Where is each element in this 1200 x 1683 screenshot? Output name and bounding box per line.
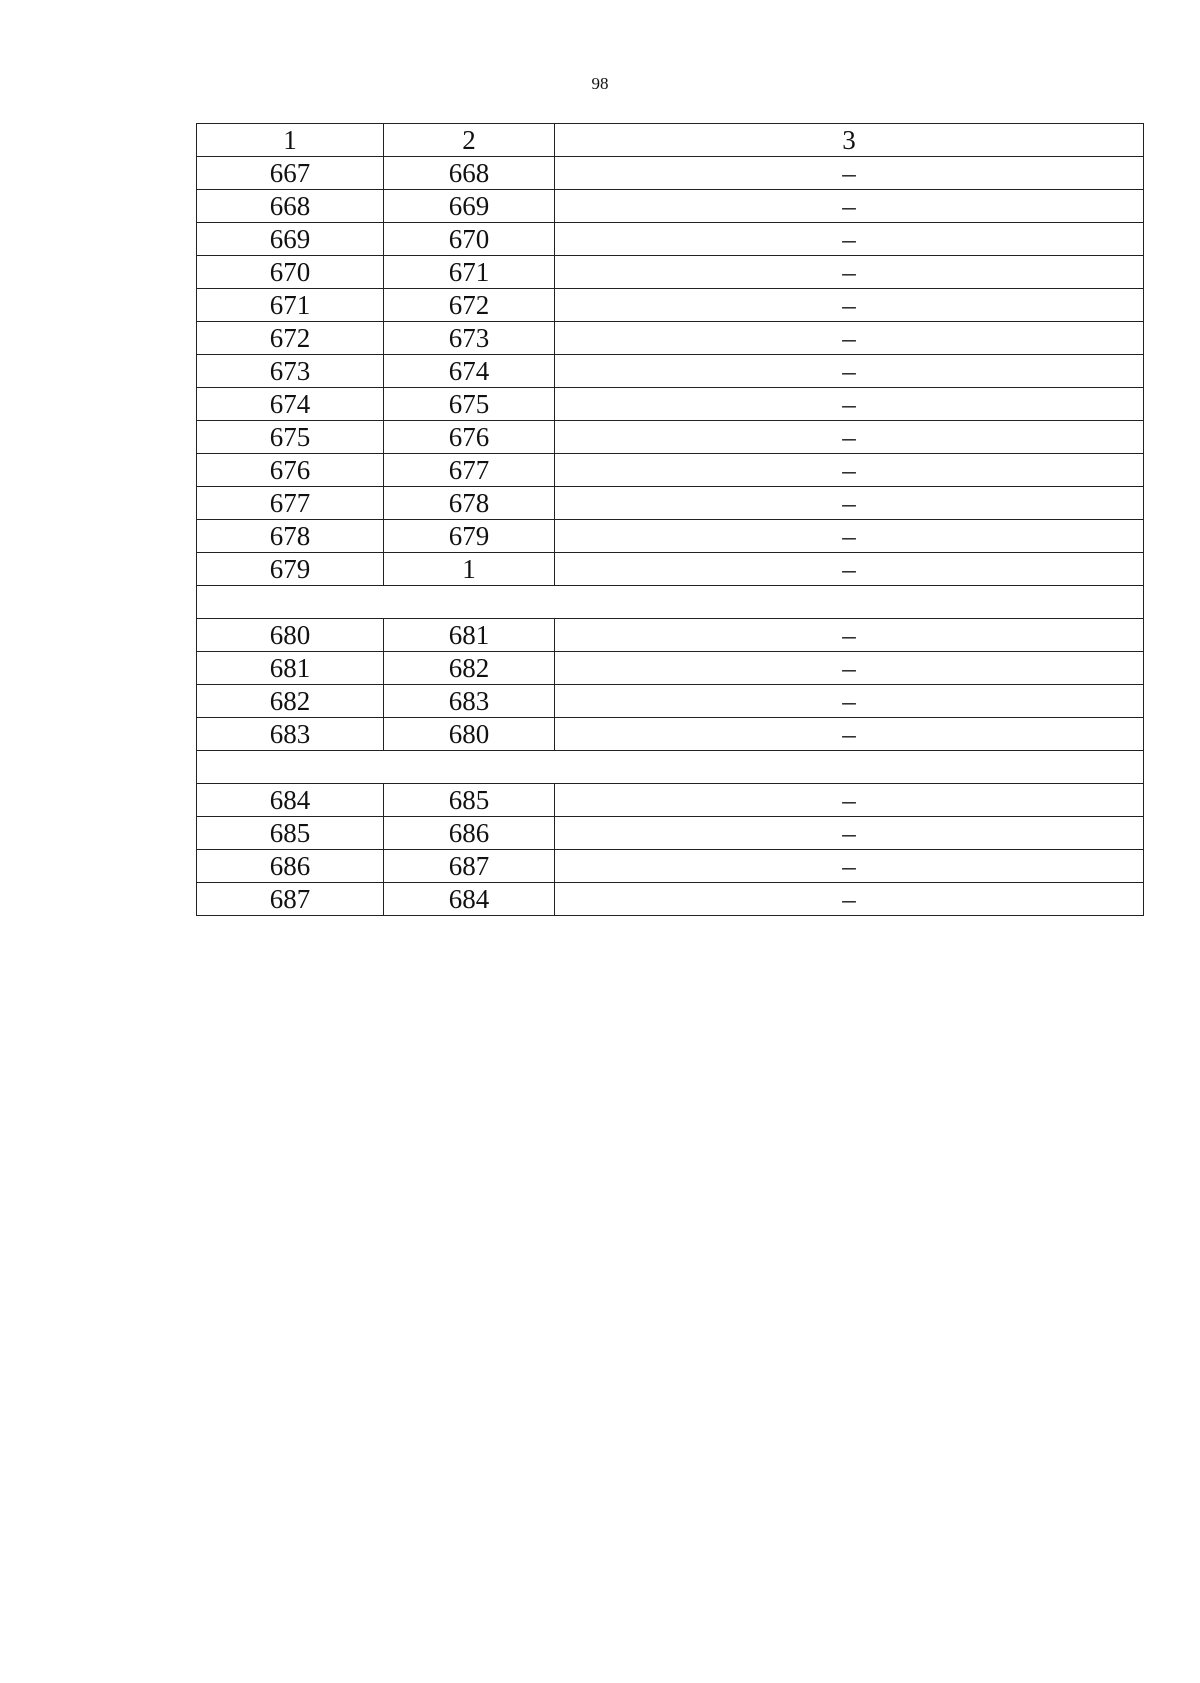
table-row bbox=[197, 388, 1144, 421]
table-cell-col-1: 681 bbox=[197, 652, 384, 685]
table-cell-col-3: – bbox=[555, 388, 1144, 421]
table-cell-col-2: 684 bbox=[384, 883, 555, 916]
table-cell-col-2: 674 bbox=[384, 355, 555, 388]
table-cell-col-3: – bbox=[555, 718, 1144, 751]
table-cell-col-3: – bbox=[555, 553, 1144, 586]
table-cell-col-2: 668 bbox=[384, 157, 555, 190]
table-cell-col-3: – bbox=[555, 883, 1144, 916]
table-cell-col-3: – bbox=[555, 520, 1144, 553]
table-row bbox=[197, 223, 1144, 256]
table-cell-col-2: 675 bbox=[384, 388, 555, 421]
table-cell-col-3: – bbox=[555, 190, 1144, 223]
table-row bbox=[197, 190, 1144, 223]
table-cell-col-1: 669 bbox=[197, 223, 384, 256]
table-row bbox=[197, 652, 1144, 685]
header-cell-col-2: 2 bbox=[384, 124, 555, 157]
data-table bbox=[196, 123, 1144, 916]
table-row bbox=[197, 520, 1144, 553]
table-cell-col-3: – bbox=[555, 850, 1144, 883]
table-cell-col-2: 685 bbox=[384, 784, 555, 817]
table-cell-col-1: 673 bbox=[197, 355, 384, 388]
table-row bbox=[197, 289, 1144, 322]
table-row bbox=[197, 454, 1144, 487]
table-cell-col-1: 687 bbox=[197, 883, 384, 916]
table-row bbox=[197, 619, 1144, 652]
table-row bbox=[197, 553, 1144, 586]
table-cell-col-1: 683 bbox=[197, 718, 384, 751]
table-row bbox=[197, 883, 1144, 916]
table-cell-col-2: 681 bbox=[384, 619, 555, 652]
table-cell-col-1: 676 bbox=[197, 454, 384, 487]
table-cell-col-3: – bbox=[555, 685, 1144, 718]
table-cell-col-3: – bbox=[555, 817, 1144, 850]
table-row bbox=[197, 256, 1144, 289]
table-cell-col-1: 679 bbox=[197, 553, 384, 586]
table-cell-col-2: 1 bbox=[384, 553, 555, 586]
table-cell-col-3: – bbox=[555, 454, 1144, 487]
table-cell-col-2: 682 bbox=[384, 652, 555, 685]
table-row bbox=[197, 487, 1144, 520]
table-cell-col-1: 670 bbox=[197, 256, 384, 289]
table-row bbox=[197, 322, 1144, 355]
table-cell-col-1: 682 bbox=[197, 685, 384, 718]
table-cell-col-1: 680 bbox=[197, 619, 384, 652]
table-cell-col-3: – bbox=[555, 355, 1144, 388]
table-cell-col-2: 678 bbox=[384, 487, 555, 520]
table-cell-col-3: – bbox=[555, 487, 1144, 520]
table-row bbox=[197, 784, 1144, 817]
table-cell-col-1: 685 bbox=[197, 817, 384, 850]
table-cell-col-1: 684 bbox=[197, 784, 384, 817]
table-cell-col-1: 668 bbox=[197, 190, 384, 223]
table-cell-col-1: 667 bbox=[197, 157, 384, 190]
table-row bbox=[197, 157, 1144, 190]
table-cell-col-3: – bbox=[555, 256, 1144, 289]
page-number: 98 bbox=[591, 74, 609, 93]
table-row bbox=[197, 850, 1144, 883]
separator-cell bbox=[197, 586, 1144, 619]
table-cell-col-2: 673 bbox=[384, 322, 555, 355]
table-cell-col-2: 677 bbox=[384, 454, 555, 487]
table-cell-col-3: – bbox=[555, 652, 1144, 685]
group-separator-row bbox=[197, 586, 1144, 619]
table-row bbox=[197, 685, 1144, 718]
table-cell-col-2: 672 bbox=[384, 289, 555, 322]
table-cell-col-3: – bbox=[555, 289, 1144, 322]
table-cell-col-1: 675 bbox=[197, 421, 384, 454]
table-cell-col-1: 672 bbox=[197, 322, 384, 355]
header-cell-col-1: 1 bbox=[197, 124, 384, 157]
separator-cell bbox=[197, 751, 1144, 784]
table-cell-col-3: – bbox=[555, 784, 1144, 817]
table-cell-col-1: 674 bbox=[197, 388, 384, 421]
table-cell-col-2: 676 bbox=[384, 421, 555, 454]
table-header-row bbox=[197, 124, 1144, 157]
table-cell-col-2: 686 bbox=[384, 817, 555, 850]
table-cell-col-3: – bbox=[555, 322, 1144, 355]
table-row bbox=[197, 355, 1144, 388]
table-cell-col-1: 678 bbox=[197, 520, 384, 553]
table-row bbox=[197, 718, 1144, 751]
table-cell-col-2: 683 bbox=[384, 685, 555, 718]
table-cell-col-2: 669 bbox=[384, 190, 555, 223]
table-cell-col-3: – bbox=[555, 619, 1144, 652]
table-body bbox=[197, 124, 1144, 916]
table-row bbox=[197, 421, 1144, 454]
table-cell-col-2: 680 bbox=[384, 718, 555, 751]
table-row bbox=[197, 817, 1144, 850]
table-cell-col-2: 671 bbox=[384, 256, 555, 289]
table-cell-col-2: 687 bbox=[384, 850, 555, 883]
table-cell-col-2: 670 bbox=[384, 223, 555, 256]
header-cell-col-3: 3 bbox=[555, 124, 1144, 157]
table-cell-col-1: 677 bbox=[197, 487, 384, 520]
table-cell-col-3: – bbox=[555, 223, 1144, 256]
table-cell-col-3: – bbox=[555, 421, 1144, 454]
group-separator-row bbox=[197, 751, 1144, 784]
table-cell-col-1: 671 bbox=[197, 289, 384, 322]
table-cell-col-3: – bbox=[555, 157, 1144, 190]
table-cell-col-1: 686 bbox=[197, 850, 384, 883]
table-cell-col-2: 679 bbox=[384, 520, 555, 553]
